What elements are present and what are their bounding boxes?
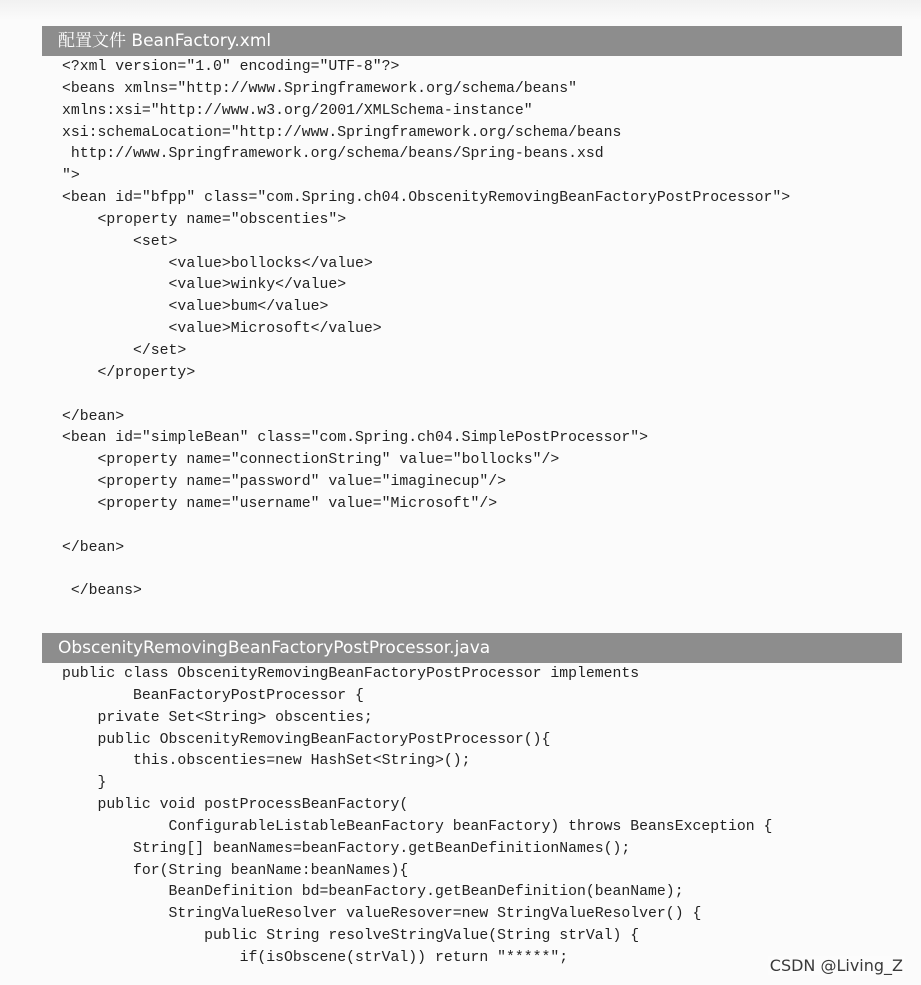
code-line: <property name="obscenties"> (62, 211, 347, 228)
code-line: </property> (62, 364, 196, 381)
code-line: "> (62, 168, 80, 185)
code-line: xsi:schemaLocation="http://www.Springframework.org/schema/beans (62, 124, 622, 141)
code-line: } (62, 775, 107, 792)
code-line: public String resolveStringValue(String strVal) { (62, 928, 640, 945)
code-line: <beans xmlns="http://www.Springframework.org/schema/beans" (62, 80, 578, 97)
code-line: </bean> (62, 539, 125, 556)
code-line: private Set<String> obscenties; (62, 709, 373, 726)
section-title-java: ObscenityRemovingBeanFactoryPostProcessor.java (42, 633, 902, 663)
code-line: <value>Microsoft</value> (62, 321, 382, 338)
code-line: ConfigurableListableBeanFactory beanFactory) throws BeansException { (62, 818, 773, 835)
code-line: <?xml version="1.0" encoding="UTF-8"?> (62, 59, 400, 75)
code-line: </beans> (62, 583, 142, 600)
code-line: <value>winky</value> (62, 277, 347, 294)
code-line: public void postProcessBeanFactory( (62, 797, 409, 814)
code-line: public ObscenityRemovingBeanFactoryPostProcessor(){ (62, 731, 551, 748)
code-line: <property name="username" value="Microsoft"/> (62, 495, 498, 512)
code-line: StringValueResolver valueResover=new StringValueResolver() { (62, 906, 702, 923)
code-line: <bean id="bfpp" class="com.Spring.ch04.ObscenityRemovingBeanFactoryPostProcessor"> (62, 190, 791, 207)
code-line: BeanFactoryPostProcessor { (62, 687, 364, 704)
section-title-xml: 配置文件 BeanFactory.xml (42, 26, 902, 56)
code-line: <bean id="simpleBean" class="com.Spring.ch04.SimplePostProcessor"> (62, 430, 649, 447)
code-line: BeanDefinition bd=beanFactory.getBeanDefinition(beanName); (62, 884, 684, 901)
code-line: <value>bollocks</value> (62, 255, 373, 272)
code-line: if(isObscene(strVal)) return "*****"; (62, 949, 569, 966)
code-line: <set> (62, 233, 178, 250)
code-line: <value>bum</value> (62, 299, 329, 316)
code-line: </bean> (62, 408, 125, 425)
code-line: public class ObscenityRemovingBeanFactoryPostProcessor implements (62, 666, 640, 682)
code-line (62, 559, 790, 581)
scan-top-edge (0, 0, 921, 20)
code-line: <property name="password" value="imaginecup"/> (62, 474, 506, 491)
code-block-java (62, 664, 772, 970)
code-line: </set> (62, 342, 187, 359)
code-line (62, 516, 790, 538)
code-line (62, 385, 790, 407)
code-block-xml (62, 57, 790, 603)
code-line: http://www.Springframework.org/schema/beans/Spring-beans.xsd (62, 146, 604, 163)
watermark: CSDN @Living_Z (769, 956, 903, 975)
code-line: String[] beanNames=beanFactory.getBeanDefinitionNames(); (62, 840, 631, 857)
code-line: <property name="connectionString" value="bollocks"/> (62, 452, 560, 469)
code-line: this.obscenties=new HashSet<String>(); (62, 753, 471, 770)
code-line: for(String beanName:beanNames){ (62, 862, 409, 879)
code-line: xmlns:xsi="http://www.w3.org/2001/XMLSchema-instance" (62, 102, 533, 119)
